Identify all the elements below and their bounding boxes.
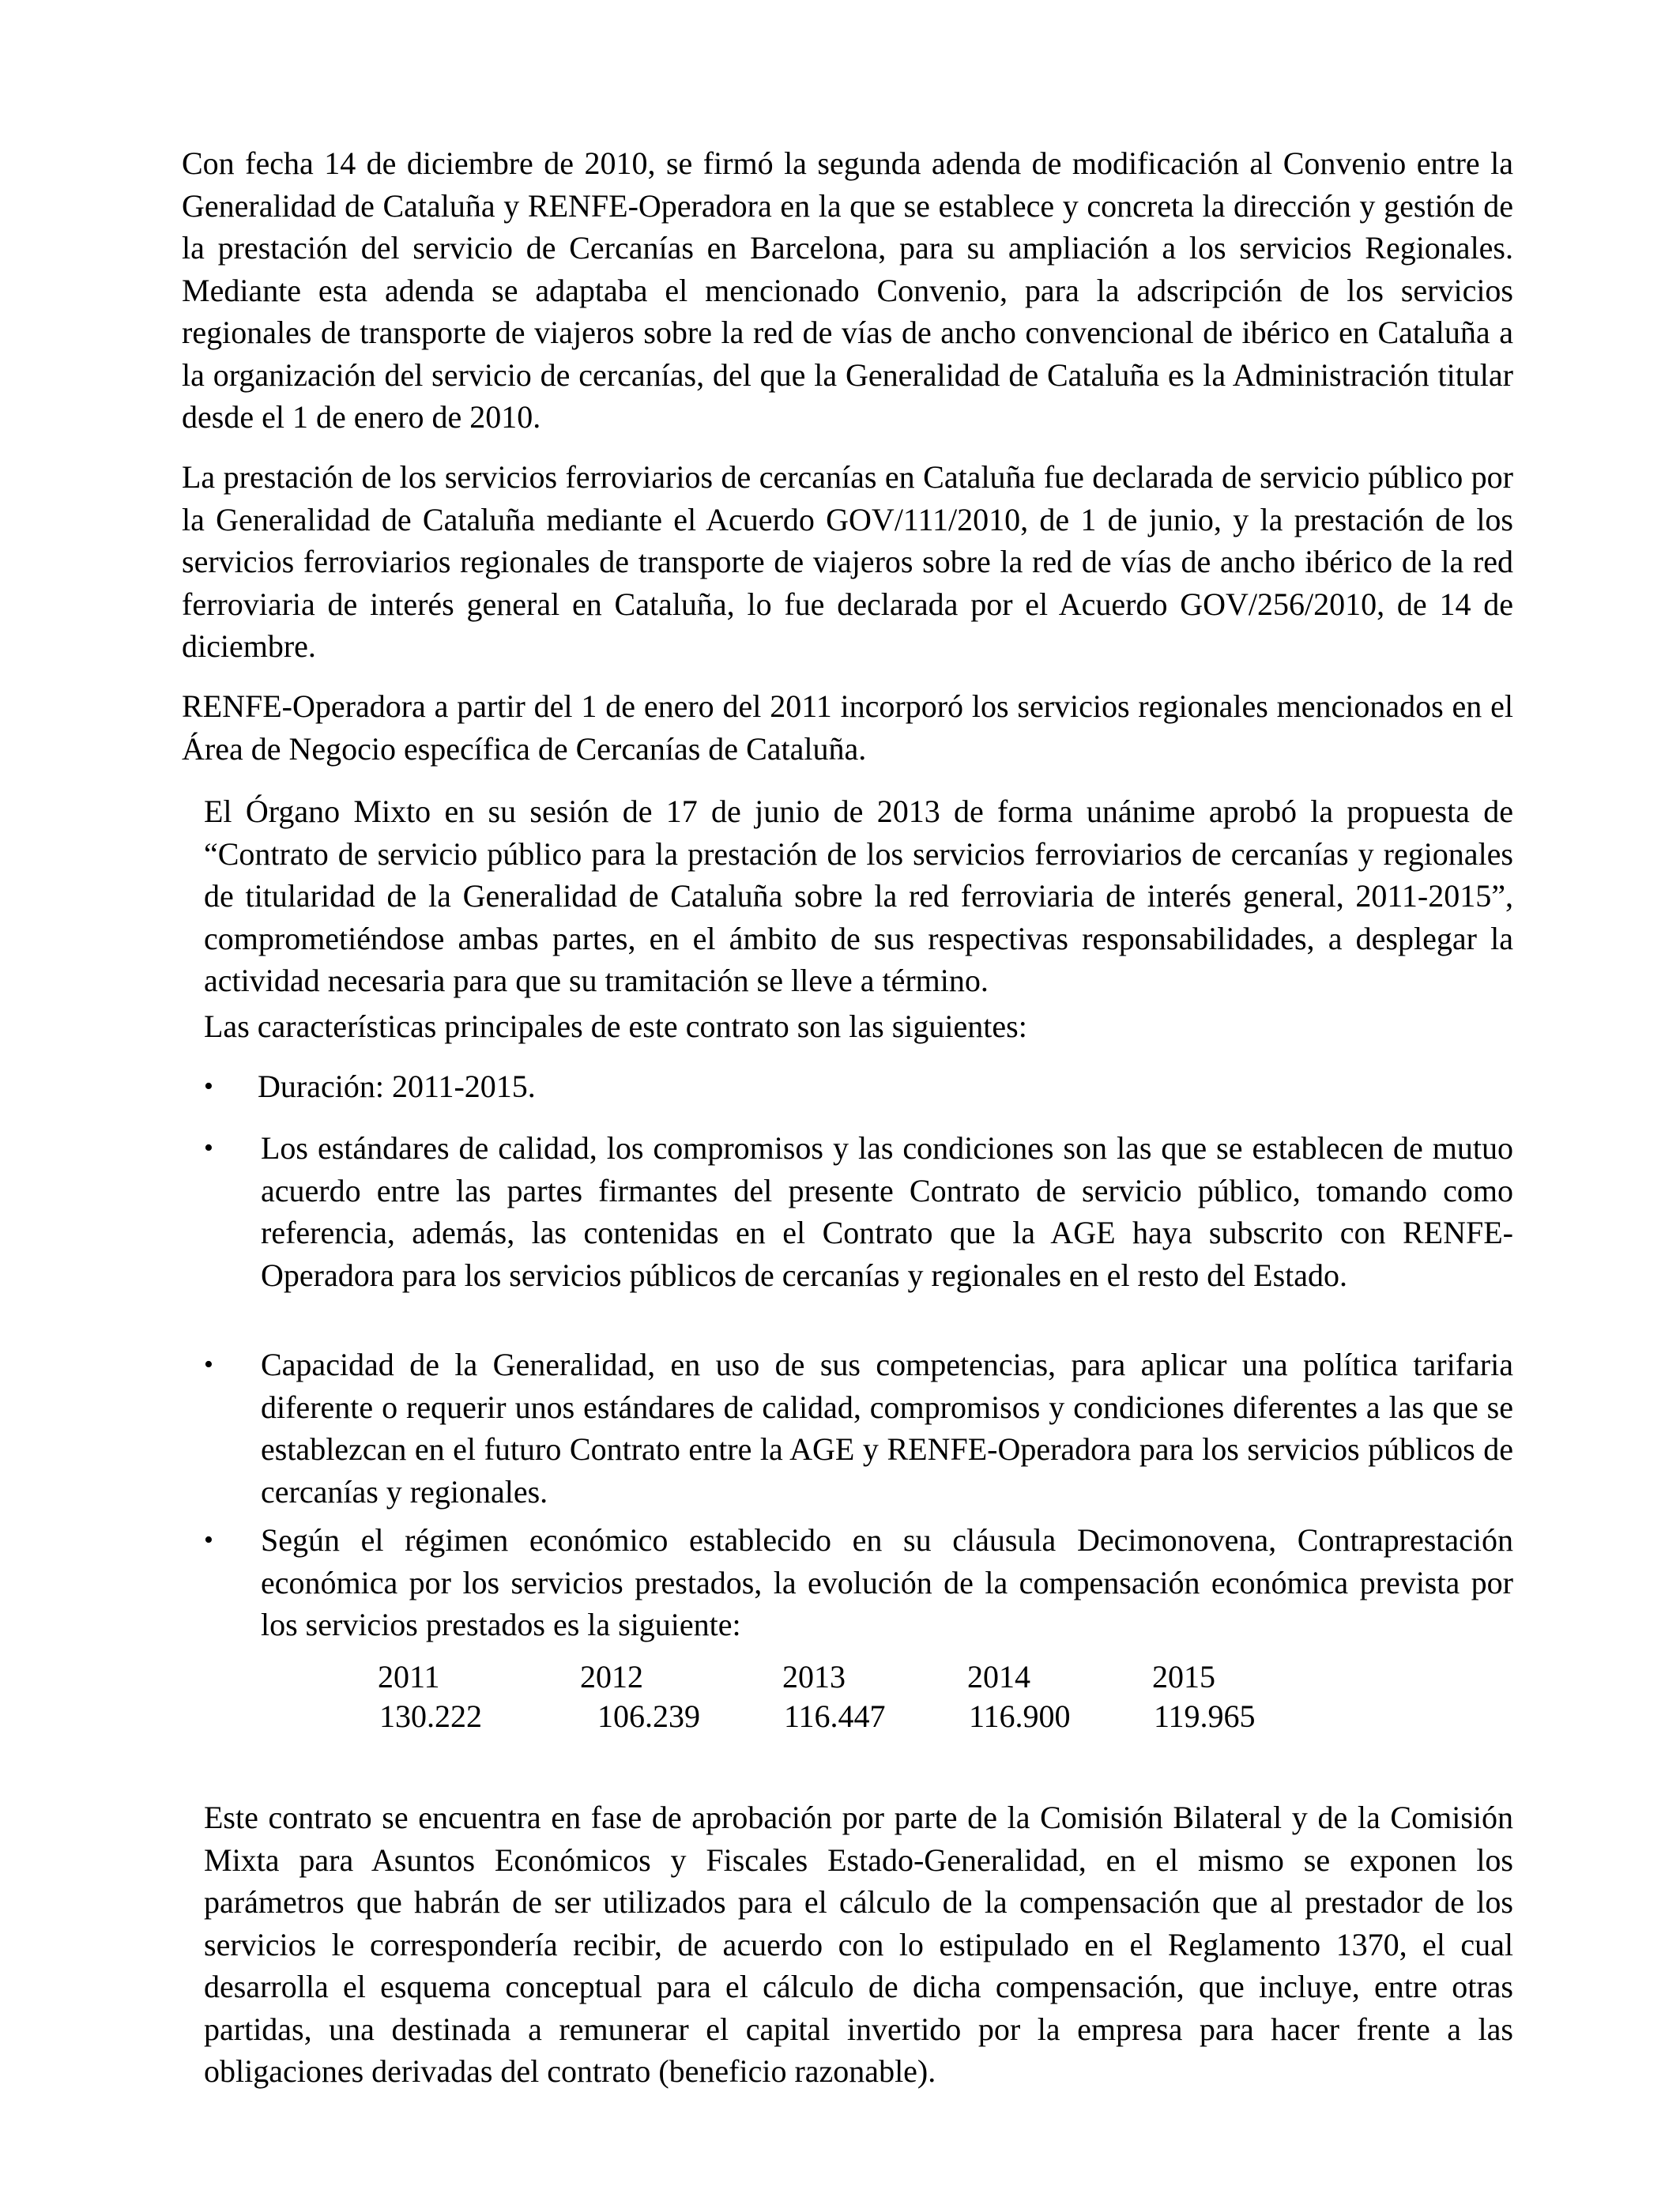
bullet-icon: • <box>204 1525 213 1555</box>
table-cell-year: 2012 <box>580 1659 643 1695</box>
table-cell-value: 106.239 <box>597 1698 700 1734</box>
bullet-text: Duración: 2011-2015. <box>258 1069 536 1104</box>
table-row-values <box>378 1697 1280 1736</box>
bullet-text: Según el régimen económico establecido en su cláusula Decimonovena, Contraprestación económica por los servicios prestados, la evolución de la compensación económica prevista por los servicios prestados es la siguiente: <box>261 1522 1513 1642</box>
paragraph-declaracion-servicio-publico: La prestación de los servicios ferroviarios de cercanías en Cataluña fue declarada de servicio público por la Generalidad de Cataluña mediante el Acuerdo GOV/111/2010, de 1 de junio, y la prestación de los servicios ferroviarios regionales de transporte de viajeros sobre la red de vías de ancho ibérico de la red ferroviaria de interés general en Cataluña, lo fue declarada por el Acuerdo GOV/256/2010, de 14 de diciembre. <box>182 459 1513 664</box>
paragraph-caracteristicas-intro: Las características principales de este contrato son las siguientes: <box>204 1008 1027 1044</box>
bullet-icon: • <box>204 1072 213 1101</box>
bullet-item-capacidad <box>204 1344 1513 1513</box>
table-row-years <box>378 1657 1280 1697</box>
paragraph-renfe-incorporacion: RENFE-Operadora a partir del 1 de enero del 2011 incorporó los servicios regionales mencionados en el Área de Negocio específica de Cercanías de Cataluña. <box>182 688 1513 767</box>
compensation-table <box>378 1657 1280 1736</box>
bullet-text: Capacidad de la Generalidad, en uso de sus competencias, para aplicar una política tarifaria diferente o requerir unos estándares de calidad, compromisos y condiciones diferentes a las que se establezcan en el futuro Contrato entre la AGE y RENFE-Operadora para los servicios públicos de cercanías y regionales. <box>261 1347 1513 1510</box>
bullet-item-duracion <box>204 1065 1513 1108</box>
table-cell-year: 2014 <box>967 1659 1030 1695</box>
table-cell-year: 2015 <box>1152 1659 1215 1695</box>
bullet-icon: • <box>204 1350 213 1379</box>
table-cell-value: 116.900 <box>969 1698 1071 1734</box>
paragraph-segunda-adenda: Con fecha 14 de diciembre de 2010, se firmó la segunda adenda de modificación al Convenio entre la Generalidad de Cataluña y RENFE-Operadora en la que se establece y concreta la dirección y gestión de la prestación del servicio de Cercanías en Barcelona, para su ampliación a los servicios Regionales. Mediante esta adenda se adaptaba el mencionado Convenio, para la adscripción de los servicios regionales de transporte de viajeros sobre la red de vías de ancho convencional de ibérico en Cataluña a la organización del servicio de cercanías, del que la Generalidad de Cataluña es la Administración titular desde el 1 de enero de 2010. <box>182 145 1513 435</box>
bullet-item-regimen-economico <box>204 1519 1513 1646</box>
table-cell-year: 2013 <box>782 1659 846 1695</box>
table-cell-year: 2011 <box>378 1659 440 1695</box>
bullet-item-estandares <box>204 1127 1513 1296</box>
paragraph-fase-aprobacion: Este contrato se encuentra en fase de aprobación por parte de la Comisión Bilateral y de la Comisión Mixta para Asuntos Económicos y Fiscales Estado-Generalidad, en el mismo se exponen los parámetros que habrán de ser utilizados para el cálculo de la compensación que al prestador de los servicios le correspondería recibir, de acuerdo con lo estipulado en el Reglamento 1370, el cual desarrolla el esquema conceptual para el cálculo de dicha compensación, que incluye, entre otras partidas, una destinada a remunerar el capital invertido por la empresa para hacer frente a las obligaciones derivadas del contrato (beneficio razonable). <box>204 1800 1513 2089</box>
table-cell-value: 130.222 <box>379 1698 482 1734</box>
paragraph-organo-mixto: El Órgano Mixto en su sesión de 17 de junio de 2013 de forma unánime aprobó la propuesta de “Contrato de servicio público para la prestación de los servicios ferroviarios de cercanías y regionales de titularidad de la Generalidad de Cataluña sobre la red ferroviaria de interés general, 2011-2015”, comprometiéndose ambas partes, en el ámbito de sus respectivas responsabilidades, a desplegar la actividad necesaria para que su tramitación se lleve a término. <box>204 794 1513 998</box>
bullet-text: Los estándares de calidad, los compromisos y las condiciones son las que se establecen de mutuo acuerdo entre las partes firmantes del presente Contrato de servicio público, tomando como referencia, además, las contenidas en el Contrato que la AGE haya subscrito con RENFE-Operadora para los servicios públicos de cercanías y regionales en el resto del Estado. <box>261 1130 1513 1293</box>
table-cell-value: 119.965 <box>1154 1698 1256 1734</box>
table-cell-value: 116.447 <box>784 1698 886 1734</box>
bullet-icon: • <box>204 1133 213 1163</box>
